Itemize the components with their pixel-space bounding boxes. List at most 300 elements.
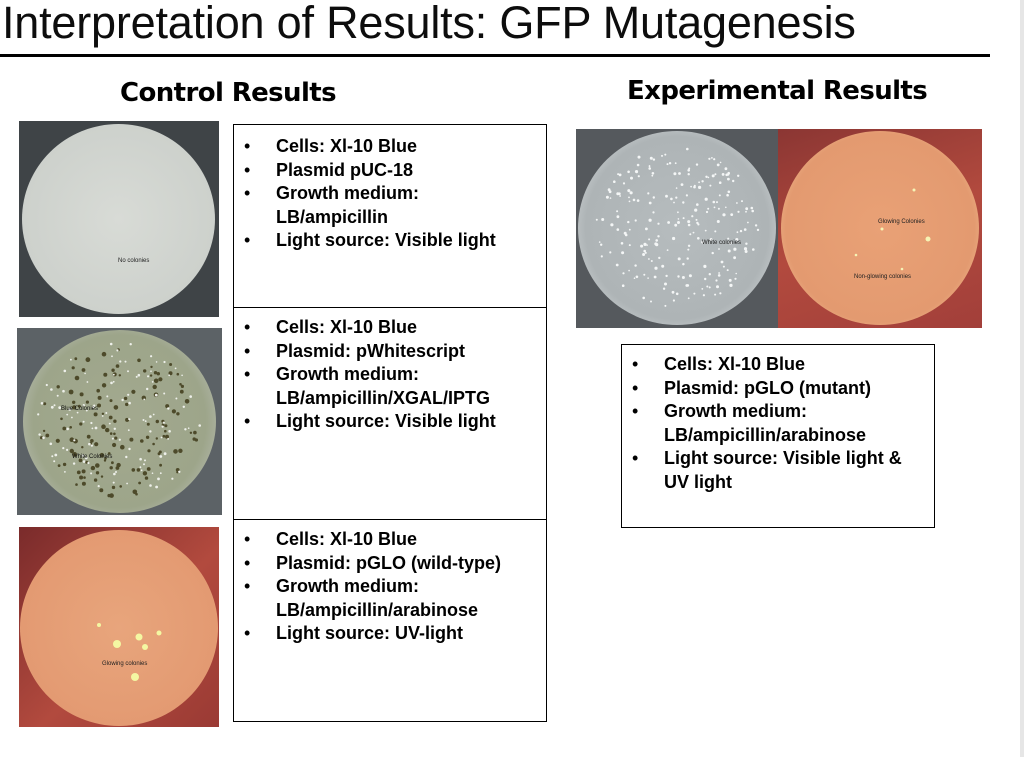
- colony-dot: [648, 238, 650, 240]
- colony-dot: [128, 448, 130, 450]
- colony-dot: [164, 430, 167, 433]
- colony-dot: [96, 471, 99, 474]
- colony-dot: [58, 464, 61, 467]
- colony-dot: [688, 168, 690, 170]
- colony-dot: [672, 237, 675, 240]
- colony-dot: [681, 183, 684, 186]
- colony-dot: [140, 439, 144, 443]
- colony-dot: [630, 191, 633, 194]
- colony-dot: [66, 428, 69, 431]
- colony-dot: [147, 449, 150, 452]
- colony-dot: [125, 456, 127, 458]
- colony-dot: [115, 471, 117, 473]
- colony-dot: [112, 443, 116, 447]
- control-photo-pUC18: [19, 121, 219, 317]
- control-photo-pWhitescript: [17, 328, 222, 515]
- colony-dot: [694, 209, 697, 212]
- colony-dot: [649, 202, 652, 205]
- colony-dot: [661, 155, 663, 157]
- colony-dot: [43, 402, 46, 405]
- colony-dot: [110, 343, 113, 346]
- colony-dot: [147, 467, 151, 471]
- colony-dot: [687, 249, 689, 251]
- colony-dot: [683, 217, 685, 219]
- colony-dot: [744, 247, 747, 250]
- colony-dot: [728, 250, 731, 253]
- colony-dot: [733, 256, 736, 259]
- glowing-colony: [913, 189, 916, 192]
- colony-dot: [628, 197, 630, 199]
- colony-dot: [725, 174, 728, 177]
- colony-dot: [113, 420, 116, 423]
- colony-dot: [688, 173, 690, 175]
- colony-dot: [729, 284, 732, 287]
- glowing-colony: [855, 254, 858, 257]
- colony-dot: [53, 460, 55, 462]
- colony-dot: [676, 187, 678, 189]
- colony-dot: [155, 394, 158, 397]
- colony-dot: [709, 286, 711, 288]
- colony-dot: [744, 228, 747, 231]
- colony-dot: [136, 376, 138, 378]
- colony-dot: [105, 428, 109, 432]
- colony-dot: [164, 452, 167, 455]
- colony-dot: [617, 215, 620, 218]
- colony-dot: [184, 428, 186, 430]
- colony-dot: [627, 189, 630, 192]
- colony-dot: [718, 272, 720, 274]
- colony-dot: [181, 375, 183, 377]
- colony-dot: [706, 211, 708, 213]
- colony-dot: [143, 399, 145, 401]
- info-item: • Growth medium: LB/ampicillin/arabinose: [632, 401, 867, 445]
- colony-dots: [17, 328, 222, 515]
- colony-dot: [145, 476, 148, 479]
- colony-dot: [173, 449, 178, 454]
- colony-dot: [677, 275, 679, 277]
- colony-dot: [163, 435, 166, 438]
- colony-dot: [113, 433, 116, 436]
- info-item: • Light source: Visible light: [244, 411, 496, 431]
- glowing-colony: [926, 237, 931, 242]
- colony-dot: [664, 154, 666, 156]
- colony-dot: [143, 419, 145, 421]
- colony-dot: [601, 218, 604, 221]
- colony-dot: [98, 396, 102, 400]
- colony-dot: [667, 249, 669, 251]
- colony-dot: [193, 437, 196, 440]
- glowing-colony: [901, 268, 904, 271]
- colony-dot: [622, 272, 624, 274]
- colony-dot: [657, 223, 659, 225]
- colony-dot: [621, 251, 624, 254]
- info-item: • Light source: Visible light: [244, 230, 496, 250]
- colony-dot: [95, 463, 100, 468]
- colony-dot: [83, 476, 86, 479]
- colony-dot: [705, 230, 707, 232]
- colony-dot: [698, 186, 701, 189]
- experimental-heading: Experimental Results: [627, 76, 928, 106]
- colony-dot: [635, 219, 637, 221]
- colony-dot: [80, 392, 84, 396]
- colony-dot: [729, 279, 732, 282]
- colony-dot: [648, 258, 650, 260]
- colony-dot: [45, 434, 49, 438]
- glowing-colony-dots: [19, 527, 219, 727]
- colony-dot: [751, 207, 754, 210]
- info-item: • Light source: UV-light: [244, 623, 463, 643]
- colony-dot: [143, 369, 146, 372]
- colony-dot: [119, 485, 122, 488]
- colony-dot: [600, 244, 602, 246]
- colony-dot: [62, 427, 66, 431]
- colony-dot: [694, 185, 696, 187]
- colony-dot: [50, 443, 53, 446]
- colony-dot: [718, 274, 721, 277]
- colony-dot: [675, 162, 677, 164]
- colony-dot: [129, 438, 133, 442]
- colony-dot: [676, 293, 679, 296]
- colony-dot: [637, 164, 640, 167]
- colony-dot: [705, 176, 707, 178]
- colony-dot: [688, 245, 690, 247]
- colony-dot: [645, 228, 648, 231]
- colony-dot: [189, 395, 192, 398]
- info-list: [234, 528, 546, 646]
- colony-dot: [711, 157, 713, 159]
- colony-dot: [119, 360, 121, 362]
- colony-dot: [101, 424, 106, 429]
- colony-dot: [150, 370, 152, 372]
- colony-dot: [669, 162, 671, 164]
- colony-dot: [72, 366, 75, 369]
- colony-dot: [102, 383, 106, 387]
- colony-dot: [90, 439, 94, 443]
- colony-dot: [654, 276, 657, 279]
- colony-dot: [113, 374, 115, 376]
- colony-dot: [99, 488, 103, 492]
- colony-dot: [110, 382, 113, 385]
- colony-dot: [664, 305, 666, 307]
- colony-dot: [144, 459, 146, 461]
- colony-dot: [87, 381, 89, 383]
- colony-dot: [691, 215, 693, 217]
- colony-dot: [126, 483, 128, 485]
- colony-dot: [714, 230, 716, 232]
- colony-dot: [150, 366, 152, 368]
- colony-dot: [66, 449, 68, 451]
- colony-dot: [725, 207, 727, 209]
- colony-dot: [87, 435, 91, 439]
- colony-dot: [708, 158, 710, 160]
- colony-dot: [713, 201, 716, 204]
- colony-dot: [629, 244, 631, 246]
- colony-dot: [127, 394, 129, 396]
- colony-dot: [696, 163, 698, 165]
- colony-dot: [625, 234, 628, 237]
- colony-dot: [139, 458, 142, 461]
- colony-dot: [79, 422, 82, 425]
- colony-dot: [62, 447, 64, 449]
- colony-dot: [163, 393, 165, 395]
- info-item: • Growth medium: LB/ampicillin/XGAL/IPTG: [244, 364, 491, 408]
- colony-dot: [673, 202, 675, 204]
- colony-dot: [709, 185, 711, 187]
- colony-dot: [642, 297, 645, 300]
- colony-dot: [716, 285, 719, 288]
- colony-dot: [163, 361, 165, 363]
- colony-dot: [102, 352, 107, 357]
- plate-label-white-colonies-exp: White colonies: [702, 240, 742, 246]
- colony-dot: [60, 418, 63, 421]
- colony-dot: [143, 471, 147, 475]
- colony-dot: [708, 177, 710, 179]
- colony-dot: [81, 446, 83, 448]
- colony-dot: [721, 261, 724, 264]
- colony-dot: [733, 248, 736, 251]
- colony-dot: [102, 413, 104, 415]
- colony-dot: [713, 158, 715, 160]
- info-item: • Plasmid: pGLO (mutant): [632, 377, 871, 398]
- info-item: • Light source: Visible light & UV light: [632, 448, 902, 492]
- colony-dot: [618, 192, 621, 195]
- colony-dot: [157, 478, 160, 481]
- colony-dot: [69, 426, 72, 429]
- colony-dot: [716, 201, 718, 203]
- colony-dot: [698, 181, 700, 183]
- colony-dot: [90, 472, 92, 474]
- colony-dot: [633, 199, 636, 202]
- colony-dot: [95, 427, 98, 430]
- colony-dot: [57, 395, 59, 397]
- colony-dot: [140, 466, 142, 468]
- colony-dot: [677, 221, 680, 224]
- colony-dot: [714, 207, 716, 209]
- colony-dot: [610, 197, 612, 199]
- colony-dot: [156, 361, 158, 363]
- colony-dot: [647, 192, 649, 194]
- colony-dot: [137, 359, 141, 363]
- colony-dot: [670, 198, 673, 201]
- colony-dot: [127, 370, 129, 372]
- colony-dot: [171, 478, 173, 480]
- colony-dot: [75, 376, 80, 381]
- info-list: [622, 353, 934, 494]
- colony-dot: [751, 210, 754, 213]
- colony-dot: [185, 399, 190, 404]
- colony-dot: [96, 389, 100, 393]
- glowing-colony: [881, 228, 884, 231]
- colony-dot: [64, 370, 67, 373]
- colony-dot: [110, 432, 113, 435]
- glowing-colony: [142, 644, 148, 650]
- colony-dot: [37, 413, 39, 415]
- glowing-colony: [113, 640, 121, 648]
- colony-dot: [112, 486, 115, 489]
- colony-dot: [596, 219, 598, 221]
- colony-dot: [105, 412, 107, 414]
- colony-dot: [675, 197, 677, 199]
- colony-dot: [57, 385, 60, 388]
- colony-dot: [622, 284, 625, 287]
- colony-dot: [634, 277, 636, 279]
- colony-dot: [703, 294, 705, 296]
- colony-dot: [725, 167, 728, 170]
- colony-dot: [143, 463, 145, 465]
- colony-dot: [150, 374, 152, 376]
- colony-dot: [180, 390, 184, 394]
- colony-dot: [163, 422, 165, 424]
- colony-dot: [734, 278, 736, 280]
- colony-dot: [156, 420, 159, 423]
- colony-dot: [747, 222, 749, 224]
- colony-dot: [107, 494, 110, 497]
- colony-dot: [103, 373, 107, 377]
- colony-dot: [645, 252, 647, 254]
- colony-dot: [111, 461, 114, 464]
- colony-dot: [111, 369, 114, 372]
- control-info-box-3: [233, 519, 547, 722]
- colony-dot: [635, 170, 638, 173]
- control-info-box-1: [233, 124, 547, 308]
- colony-dot: [114, 437, 117, 440]
- colony-dot: [726, 194, 729, 197]
- colony-dot: [609, 251, 611, 253]
- colony-dot: [113, 381, 115, 383]
- colony-dot: [164, 424, 167, 427]
- colony-dot: [745, 207, 748, 210]
- colony-dot: [193, 431, 197, 435]
- info-item: • Cells: Xl-10 Blue: [244, 317, 418, 337]
- info-list: [234, 135, 546, 253]
- colony-dot: [723, 266, 725, 268]
- colony-dot: [629, 229, 631, 231]
- exp-glowing-colony-dots: [778, 129, 982, 328]
- colony-dot: [745, 211, 747, 213]
- colony-dot: [719, 194, 721, 196]
- colony-dot: [77, 471, 81, 475]
- colony-dot: [91, 466, 95, 470]
- colony-dot: [664, 283, 667, 286]
- colony-dot: [687, 220, 690, 223]
- colony-dot: [714, 173, 716, 175]
- colony-dot: [653, 196, 655, 198]
- colony-dot: [737, 175, 739, 177]
- colony-dot: [613, 180, 616, 183]
- colony-dot: [87, 462, 89, 464]
- colony-dot: [736, 202, 738, 204]
- colony-dot: [672, 291, 675, 294]
- colony-dot: [38, 433, 40, 435]
- colony-dot: [696, 222, 698, 224]
- colony-dot: [718, 248, 720, 250]
- white-colony-dots: [576, 129, 778, 328]
- colony-dot: [172, 409, 176, 413]
- colony-dot: [717, 164, 720, 167]
- colony-dot: [113, 482, 115, 484]
- colony-dot: [619, 174, 622, 177]
- colony-dot: [198, 424, 201, 427]
- colony-dot: [128, 418, 130, 420]
- colony-dot: [90, 422, 92, 424]
- colony-dot: [71, 417, 73, 419]
- colony-dot: [73, 439, 75, 441]
- colony-dot: [82, 368, 86, 372]
- colony-dot: [686, 194, 688, 196]
- colony-dot: [647, 277, 649, 279]
- colony-dot: [712, 174, 715, 177]
- slide-edge: [1020, 0, 1024, 757]
- colony-dot: [727, 269, 729, 271]
- colony-dot: [149, 484, 152, 487]
- colony-dot: [152, 443, 155, 446]
- colony-dot: [72, 401, 75, 404]
- colony-dot: [73, 462, 75, 464]
- colony-dot: [728, 191, 731, 194]
- colony-dot: [640, 245, 643, 248]
- colony-dot: [64, 471, 66, 473]
- colony-dot: [627, 221, 629, 223]
- colony-dot: [146, 436, 149, 439]
- experimental-photo-uv-light: [778, 129, 982, 328]
- colony-dot: [677, 211, 679, 213]
- colony-dot: [147, 375, 149, 377]
- colony-dot: [138, 374, 141, 377]
- colony-dot: [678, 218, 680, 220]
- colony-dot: [663, 288, 665, 290]
- colony-dot: [86, 357, 91, 362]
- colony-dot: [652, 211, 654, 213]
- colony-dot: [150, 355, 152, 357]
- colony-dot: [717, 220, 720, 223]
- info-item: • Plasmid pUC-18: [244, 159, 414, 180]
- colony-dot: [109, 423, 111, 425]
- colony-dot: [689, 274, 692, 277]
- colony-dot: [688, 297, 690, 299]
- colony-dot: [168, 430, 171, 433]
- title-underline: [0, 54, 990, 57]
- colony-dot: [54, 404, 56, 406]
- colony-dot: [682, 263, 684, 265]
- colony-dot: [157, 372, 160, 375]
- colony-dot: [634, 264, 636, 266]
- colony-dot: [730, 213, 733, 216]
- colony-dot: [629, 201, 631, 203]
- colony-dot: [94, 442, 98, 446]
- colony-dot: [651, 260, 653, 262]
- colony-dot: [130, 343, 132, 345]
- colony-dot: [740, 230, 742, 232]
- colony-dot: [167, 407, 169, 409]
- colony-dot: [673, 172, 676, 175]
- colony-dot: [92, 428, 94, 430]
- colony-dot: [131, 390, 135, 394]
- colony-dot: [168, 374, 170, 376]
- colony-dot: [167, 438, 169, 440]
- colony-dot: [86, 401, 89, 404]
- colony-dot: [110, 399, 113, 402]
- colony-dot: [114, 428, 116, 430]
- colony-dot: [682, 201, 684, 203]
- colony-dot: [160, 472, 162, 474]
- colony-dot: [128, 429, 130, 431]
- colony-dot: [701, 180, 703, 182]
- colony-dot: [177, 373, 180, 376]
- colony-dot: [752, 248, 755, 251]
- colony-dot: [619, 195, 621, 197]
- colony-dot: [63, 463, 66, 466]
- colony-dot: [56, 439, 60, 443]
